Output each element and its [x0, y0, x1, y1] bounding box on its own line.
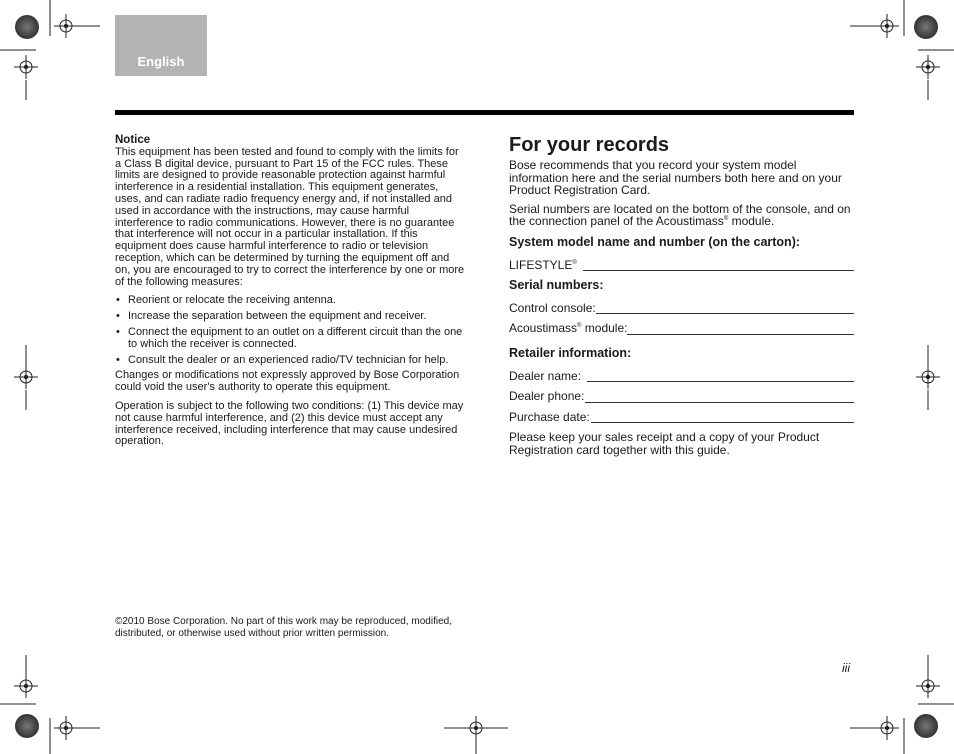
purchase-date-field[interactable]: [509, 411, 854, 424]
language-tab: [115, 15, 207, 76]
control-console-field[interactable]: [509, 302, 854, 315]
color-wheel-mark-bl: [15, 714, 39, 738]
retailer-info-heading: Retailer information:: [509, 345, 632, 360]
registered-mark: ®: [723, 216, 729, 223]
language-label: English: [137, 54, 185, 69]
notice-paragraph-2: Changes or modifications not expressly approved by Bose Corporation could void the user's authority to operate this equipment.: [115, 369, 460, 394]
acoustimass-field[interactable]: [509, 322, 854, 335]
control-console-blank-line[interactable]: [596, 302, 854, 314]
measures-list: [115, 295, 465, 366]
purchase-date-blank-line[interactable]: [591, 411, 854, 423]
records-intro-1: Bose recommends that you record your system model information here and the serial numbers both here and on your Product Registration Card.: [509, 158, 842, 198]
notice-section: [115, 135, 465, 455]
list-item: • Consult the dealer or an experienced radio/TV technician for help.: [115, 355, 465, 367]
dealer-name-blank-line[interactable]: [587, 370, 854, 382]
records-closing: Please keep your sales receipt and a copy of your Product Registration card together with this guide.: [509, 430, 820, 457]
acoustimass-label: Acoustimass® module:: [509, 321, 628, 336]
notice-paragraph-1: This equipment has been tested and found to comply with the limits for a Class B digital device, pursuant to Part 15 of the FCC rules. These limits are designed to provide reasonable protection against harmful interference in a residential installation. This equipment generates, uses, and can radiate radio frequency energy and, if not installed and used in accordance with the instructions, may cause harmful interference to radio communications. However, there is no guarantee that interference will not occur in a particular installation. If this equipment does cause harmful interference to radio or television reception, which can be determined by turning the equipment off and on, you are encouraged to try to correct the interference by one or more of the following measures:: [115, 145, 465, 288]
lifestyle-field[interactable]: [509, 259, 854, 272]
system-model-heading: System model name and number (on the carton):: [509, 234, 801, 249]
serial-numbers-heading: Serial numbers:: [509, 278, 604, 293]
header-rule: [115, 110, 854, 115]
dealer-phone-blank-line[interactable]: [585, 391, 854, 403]
intro-2-text: Serial numbers are located on the bottom of the console, and on the connection panel of the Acoustimass: [509, 201, 851, 229]
copyright-notice: ©2010 Bose Corporation. No part of this work may be reproduced, modified, distributed, or otherwise used without prior written permission.: [115, 616, 452, 639]
color-wheel-mark-br: [914, 714, 938, 738]
color-wheel-mark-tr: [914, 15, 938, 39]
dealer-name-label: Dealer name:: [509, 368, 582, 383]
intro-2-suffix: module.: [728, 214, 775, 229]
lifestyle-label: LIFESTYLE®: [509, 257, 577, 272]
dealer-name-field[interactable]: [509, 370, 854, 383]
records-intro-2: [509, 203, 854, 228]
list-item: • Connect the equipment to an outlet on a different circuit than the one to which the receiver is connected.: [115, 327, 465, 351]
list-item: • Increase the separation between the equipment and receiver.: [115, 311, 465, 323]
list-item: • Reorient or relocate the receiving antenna.: [115, 295, 465, 307]
dealer-phone-label: Dealer phone:: [509, 389, 585, 404]
acoustimass-blank-line[interactable]: [627, 323, 854, 335]
notice-heading: Notice: [115, 134, 151, 146]
notice-paragraph-3: Operation is subject to the following two conditions: (1) This device may not cause harmful interference, and (2) this device must accept any interference received, including interference that may cause undesired operation.: [115, 399, 464, 448]
purchase-date-label: Purchase date:: [509, 409, 590, 424]
records-title: For your records: [509, 134, 670, 156]
page-number: iii: [842, 661, 850, 675]
dealer-phone-field[interactable]: [509, 390, 854, 403]
control-console-label: Control console:: [509, 300, 596, 315]
lifestyle-blank-line[interactable]: [583, 259, 854, 271]
color-wheel-mark-tl: [15, 15, 39, 39]
records-section: [509, 133, 854, 463]
